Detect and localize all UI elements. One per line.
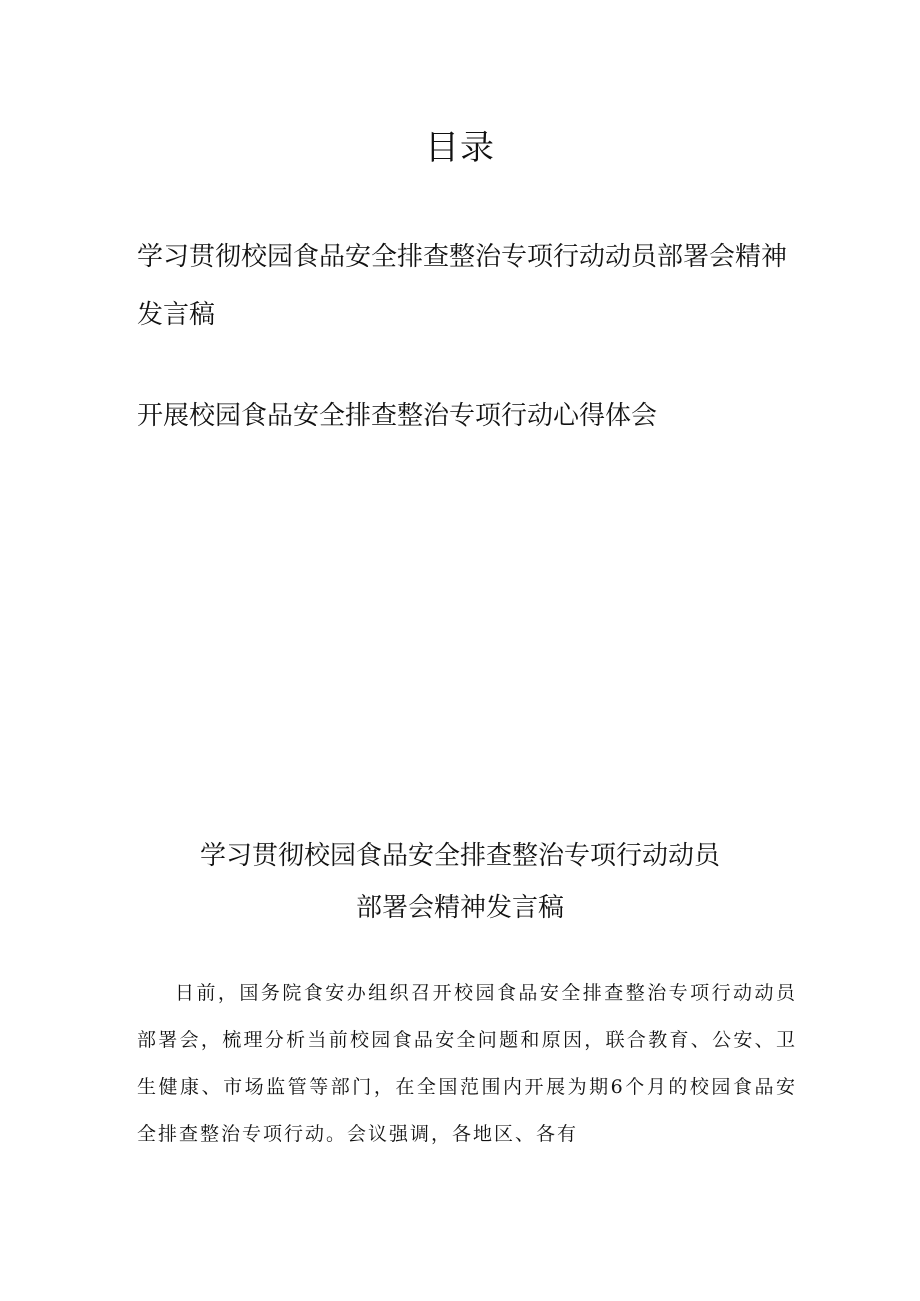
toc-title: 目录 — [425, 128, 495, 168]
article-title — [0, 830, 920, 934]
toc-item-speech[interactable]: 学习贯彻校园食品安全排查整治专项行动动员部署会精神发言稿 — [137, 242, 788, 330]
article-paragraph: 日前，国务院食安办组织召开校园食品安全排查整治专项行动动员部署会，梳理分析当前校园食品安全问题和原因，联合教育、公安、卫生健康、市场监管等部门，在全国范围内开展为期6个月的校园食品安全排查整治专项行动。会议强调，各地区、各有 — [137, 982, 797, 1145]
article-title-line-1: 学习贯彻校园食品安全排查整治专项行动动员 — [199, 841, 720, 871]
article-title-line-2: 部署会精神发言稿 — [355, 893, 564, 923]
toc-item-reflection[interactable]: 开展校园食品安全排查整治专项行动心得体会 — [137, 401, 658, 431]
